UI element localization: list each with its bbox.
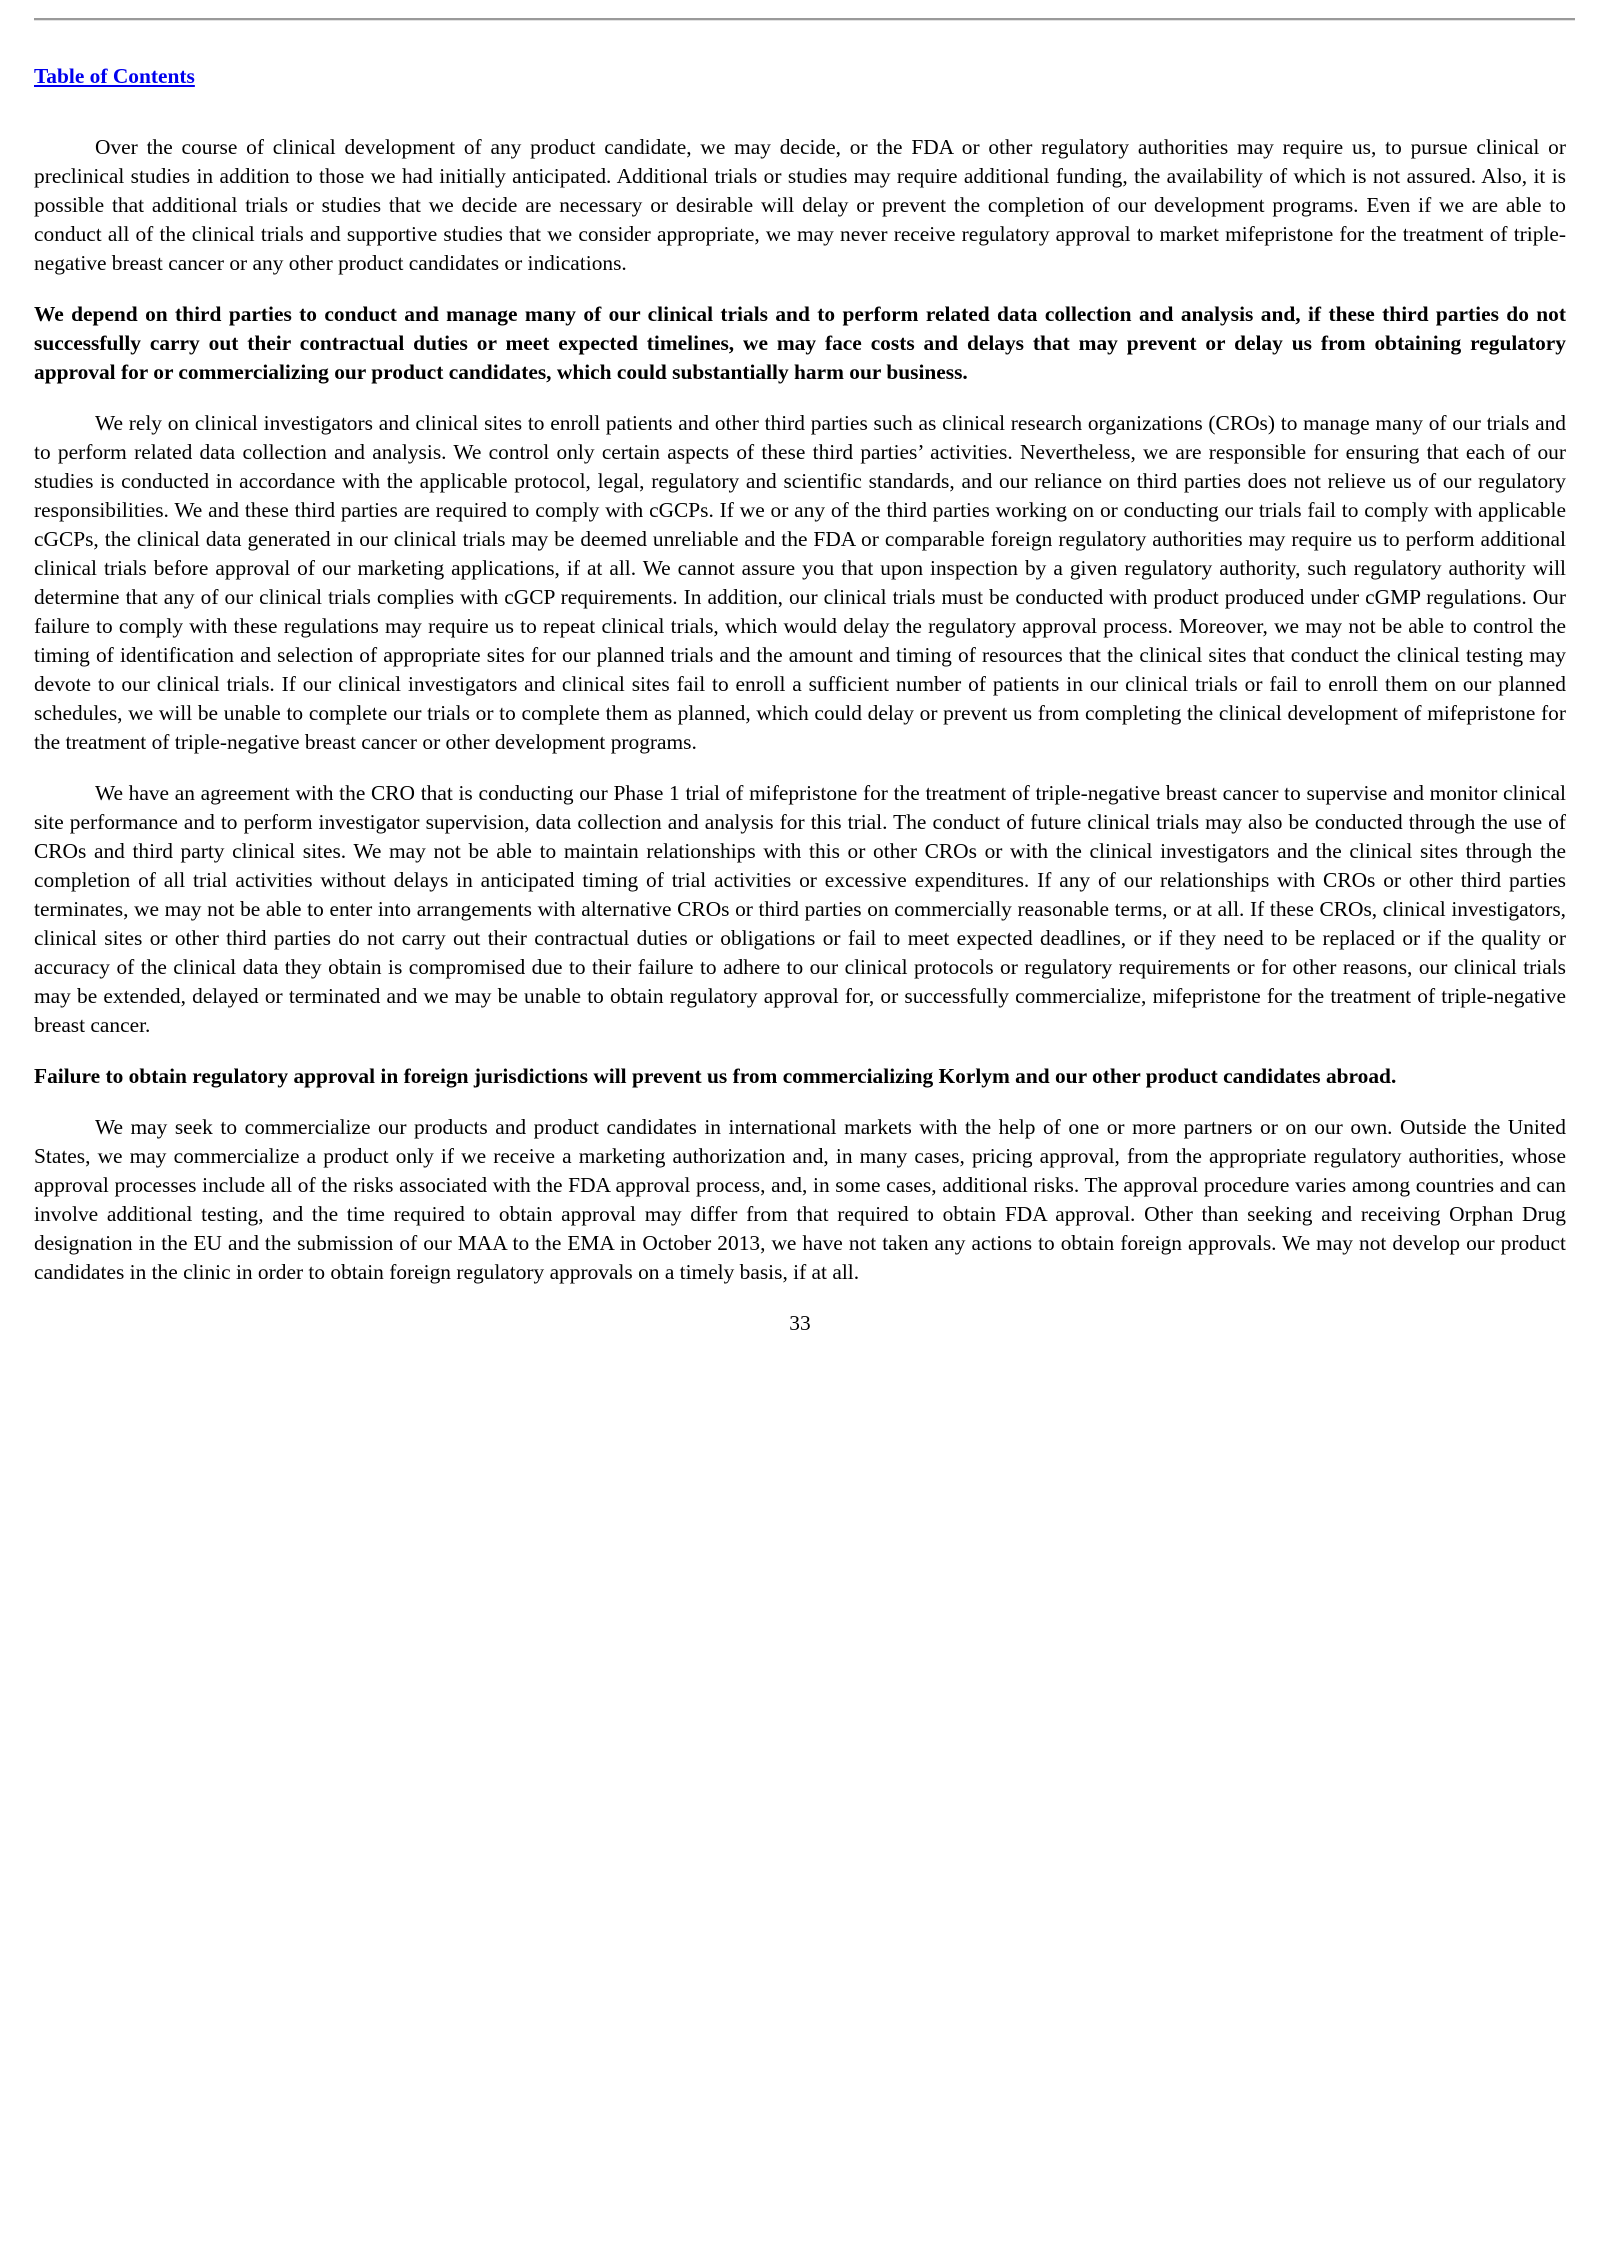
paragraph-clinical-development: Over the course of clinical development of any product candidate, we may decide, or the FDA or other regulatory authorities may require us, to pursue clinical or preclinical studies in addition to those we had initially anticipated. Additional trials or studies may require additional funding, the availability of which is not assured. Also, it is possible that additional trials or studies that we decide are necessary or desirable will delay or prevent the completion of our development programs. Even if we are able to conduct all of the clinical trials and supportive studies that we consider appropriate, we may never receive regulatory approval to market mifepristone for the treatment of triple-negative breast cancer or any other product candidates or indications. bbox=[34, 135, 1566, 275]
table-of-contents-link[interactable]: Table of Contents bbox=[34, 64, 195, 88]
paragraph-cro-agreement: We have an agreement with the CRO that is conducting our Phase 1 trial of mifepristone for the treatment of triple-negative breast cancer to supervise and monitor clinical site performance and to perform investigator supervision, data collection and analysis for this trial. The conduct of future clinical trials may also be conducted through the use of CROs and third party clinical sites. We may not be able to maintain relationships with this or other CROs or with the clinical investigators and the clinical sites through the completion of all trial activities without delays in anticipated timing of trial activities or excessive expenditures. If any of our relationships with CROs or other third parties terminates, we may not be able to enter into arrangements with alternative CROs or third parties on commercially reasonable terms, or at all. If these CROs, clinical investigators, clinical sites or other third parties do not carry out their contractual duties or obligations or fail to meet expected deadlines, or if they need to be replaced or if the quality or accuracy of the clinical data they obtain is compromised due to their failure to adhere to our clinical protocols or regulatory requirements or for other reasons, our clinical trials may be extended, delayed or terminated and we may be unable to obtain regulatory approval for, or successfully commercialize, mifepristone for the treatment of triple-negative breast cancer. bbox=[34, 781, 1566, 1037]
paragraph-international-markets: We may seek to commercialize our products and product candidates in international markets with the help of one or more partners or on our own. Outside the United States, we may commercialize a product only if we receive a marketing authorization and, in many cases, pricing approval, from the appropriate regulatory authorities, whose approval processes include all of the risks associated with the FDA approval process, and, in some cases, additional risks. The approval procedure varies among countries and can involve additional testing, and the time required to obtain approval may differ from that required to obtain FDA approval. Other than seeking and receiving Orphan Drug designation in the EU and the submission of our MAA to the EMA in October 2013, we have not taken any actions to obtain foreign approvals. We may not develop our product candidates in the clinic in order to obtain foreign regulatory approvals on a timely basis, if at all. bbox=[34, 1115, 1566, 1284]
risk-heading-foreign-approval: Failure to obtain regulatory approval in foreign jurisdictions will prevent us from commercializing Korlym and our other product candidates abroad. bbox=[34, 1064, 1397, 1088]
page-number: 33 bbox=[789, 1311, 811, 1335]
paragraph-clinical-investigators: We rely on clinical investigators and clinical sites to enroll patients and other third parties such as clinical research organizations (CROs) to manage many of our trials and to perform related data collection and analysis. We control only certain aspects of these third parties’ activities. Nevertheless, we are responsible for ensuring that each of our studies is conducted in accordance with the applicable protocol, legal, regulatory and scientific standards, and our reliance on third parties does not relieve us of our regulatory responsibilities. We and these third parties are required to comply with cGCPs. If we or any of the third parties working on or conducting our trials fail to comply with applicable cGCPs, the clinical data generated in our clinical trials may be deemed unreliable and the FDA or comparable foreign regulatory authorities may require us to perform additional clinical trials before approval of our marketing applications, if at all. We cannot assure you that upon inspection by a given regulatory authority, such regulatory authority will determine that any of our clinical trials complies with cGCP requirements. In addition, our clinical trials must be conducted with product produced under cGMP regulations. Our failure to comply with these regulations may require us to repeat clinical trials, which would delay the regulatory approval process. Moreover, we may not be able to control the timing of identification and selection of appropriate sites for our planned trials and the amount and timing of resources that the clinical sites that conduct the clinical testing may devote to our clinical trials. If our clinical investigators and clinical sites fail to enroll a sufficient number of patients in our clinical trials or fail to enroll them on our planned schedules, we will be unable to complete our trials or to complete them as planned, which could delay or prevent us from completing the clinical development of mifepristone for the treatment of triple-negative breast cancer or other development programs. bbox=[34, 411, 1566, 754]
top-divider bbox=[34, 18, 1575, 20]
toc-row bbox=[34, 62, 1566, 91]
document-page bbox=[34, 62, 1566, 1338]
risk-heading-third-parties: We depend on third parties to conduct and manage many of our clinical trials and to perform related data collection and analysis and, if these third parties do not successfully carry out their contractual duties or meet expected timelines, we may face costs and delays that may prevent or delay us from obtaining regulatory approval for or commercializing our product candidates, which could substantially harm our business. bbox=[34, 302, 1566, 384]
